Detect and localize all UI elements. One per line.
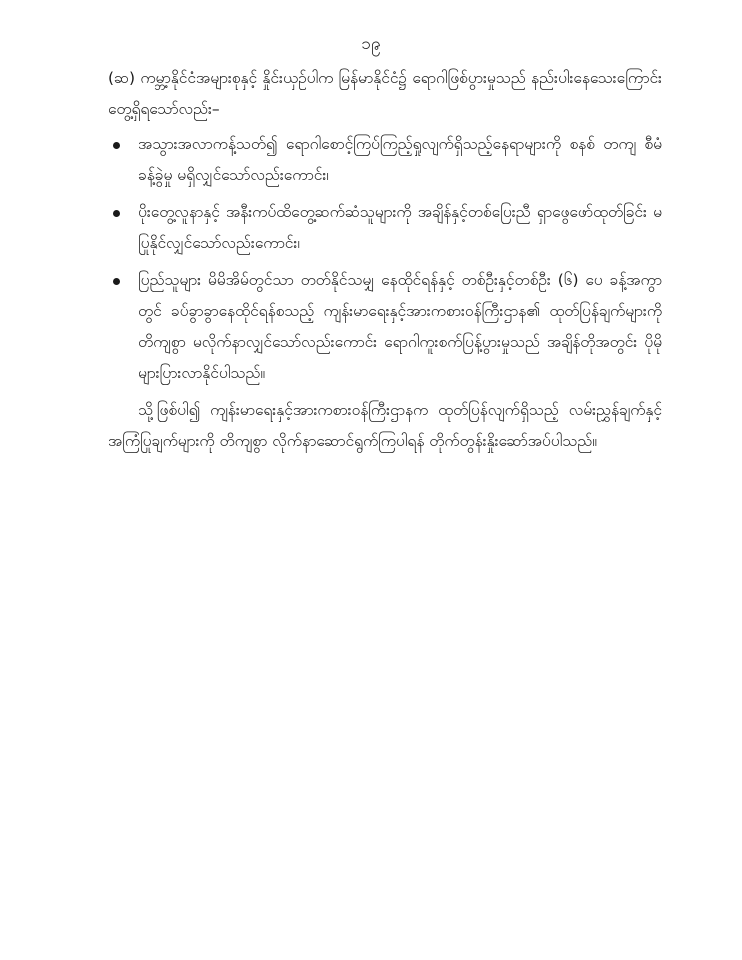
list-item (138, 265, 662, 389)
bullet-dot-icon (113, 210, 120, 217)
page-number: ၁၉ (361, 34, 381, 54)
closing-paragraph: သို့ဖြစ်ပါ၍ ကျန်းမာရေးနှင့်အားကစားဝန်ကြီးဌာနက ထုတ်ပြန်လျက်ရှိသည့် လမ်းညွှန်ချက်နှင့် အကြံပြုချက်များကို တိကျစွာ လိုက်နာဆောင်ရွက်ကြပါရန် တိုက်တွန်းနှိုးဆော်အပ်ပါသည်။ (108, 401, 662, 450)
intro-paragraph: (ဆ) ကမ္ဘာ့နိုင်ငံအများစုနှင့် နှိုင်းယှဉ်ပါက မြန်မာနိုင်ငံ၌ ရောဂါဖြစ်ပွားမှုသည် နည်းပါးနေသေးကြောင်း တွေ့ရှိရသော်လည်း– (108, 69, 662, 118)
document-body (108, 63, 662, 457)
bullet-dot-icon (113, 142, 120, 149)
bullet-text: ပြည်သူများ မိမိအိမ်တွင်သာ တတ်နိုင်သမျှ နေထိုင်ရန်နှင့် တစ်ဦးနှင့်တစ်ဦး (၆) ပေ ခန့်အကွာတွင် ခပ်ခွာခွာနေထိုင်ရန်စသည့် ကျန်းမာရေးနှင့်အားကစားဝန်ကြီးဌာန၏ ထုတ်ပြန်ချက်များကို တိကျစွာ မလိုက်နာလျှင်သော်လည်းကောင်း ရောဂါကူးစက်ပြန့်ပွားမှုသည် အချိန်တိုအတွင်း ပိုမိုများပြားလာနိုင်ပါသည်။ (138, 271, 662, 382)
bullet-text: အသွားအလာကန့်သတ်၍ ရောဂါစောင့်ကြပ်ကြည့်ရှုလျက်ရှိသည့်နေရာများကို စနစ် တကျ စီမံခန့်ခွဲမှု မရှိလျှင်သော်လည်းကောင်း၊ (138, 135, 662, 184)
bullet-list (108, 129, 662, 389)
list-item (138, 129, 662, 191)
bullet-text: ပိုးတွေ့လူနာနှင့် အနီးကပ်ထိတွေ့ဆက်ဆံသူများကို အချိန်နှင့်တစ်ပြေးညီ ရှာဖွေဖော်ထုတ်ခြင်း မပြုနိုင်လျှင်သော်လည်းကောင်း၊ (138, 203, 662, 252)
list-item (138, 197, 662, 259)
bullet-dot-icon (113, 278, 120, 285)
